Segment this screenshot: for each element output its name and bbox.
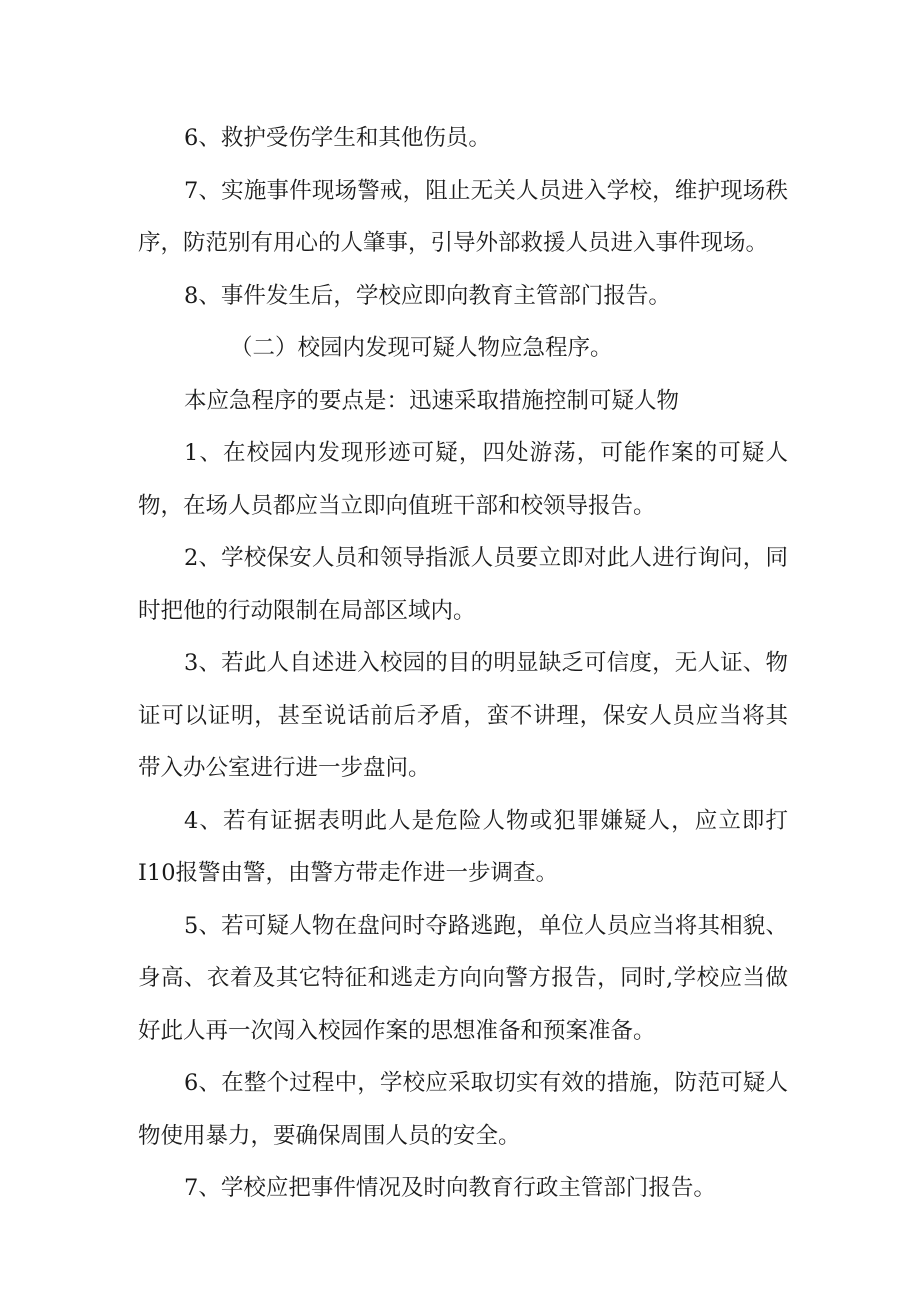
paragraph-item-6-rescue: 6、救护受伤学生和其他伤员。	[184, 125, 491, 151]
paragraph-item-2: 2、学校保安人员和领导指派人员要立即对此人进行询问，同时把他的行动限制在局部区域内。	[138, 545, 788, 624]
paragraph-item-8-report: 8、事件发生后，学校应即向教育主管部门报告。	[184, 282, 671, 309]
paragraph-item-6: 6、在整个过程中，学校应采取切实有效的措施，防范可疑人物使用暴力，要确保周围人员的安全。	[138, 1070, 788, 1149]
paragraph-item-1: 1、在校园内发现形迹可疑，四处游荡，可能作案的可疑人物，在场人员都应当立即向值班干部和校领导报告。	[138, 440, 788, 519]
section-heading: （二）校园内发现可疑人物应急程序。	[230, 335, 613, 361]
section-key-points: 本应急程序的要点是：迅速采取措施控制可疑人物	[184, 387, 680, 414]
paragraph-item-3: 3、若此人自述进入校园的目的明显缺乏可信度，无人证、物证可以证明，甚至说话前后矛盾，蛮不讲理，保安人员应当将其带入办公室进行进一步盘问。	[138, 650, 788, 781]
paragraph-item-7-cordon: 7、实施事件现场警戒，阻止无关人员进入学校，维护现场秩序，防范别有用心的人肇事，引导外部救援人员进入事件现场。	[138, 177, 788, 256]
paragraph-item-5: 5、若可疑人物在盘问时夺路逃跑，单位人员应当将其相貌、身高、衣着及其它特征和逃走方向向警方报告，同时,学校应当做好此人再一次闯入校园作案的思想准备和预案准备。	[138, 912, 788, 1044]
paragraph-item-4: 4、若有证据表明此人是危险人物或犯罪嫌疑人，应立即打I10报警由警，由警方带走作进一步调查。	[138, 807, 788, 886]
paragraph-item-7: 7、学校应把事件情况及时向教育行政主管部门报告。	[184, 1175, 716, 1201]
document-body	[138, 112, 788, 1215]
